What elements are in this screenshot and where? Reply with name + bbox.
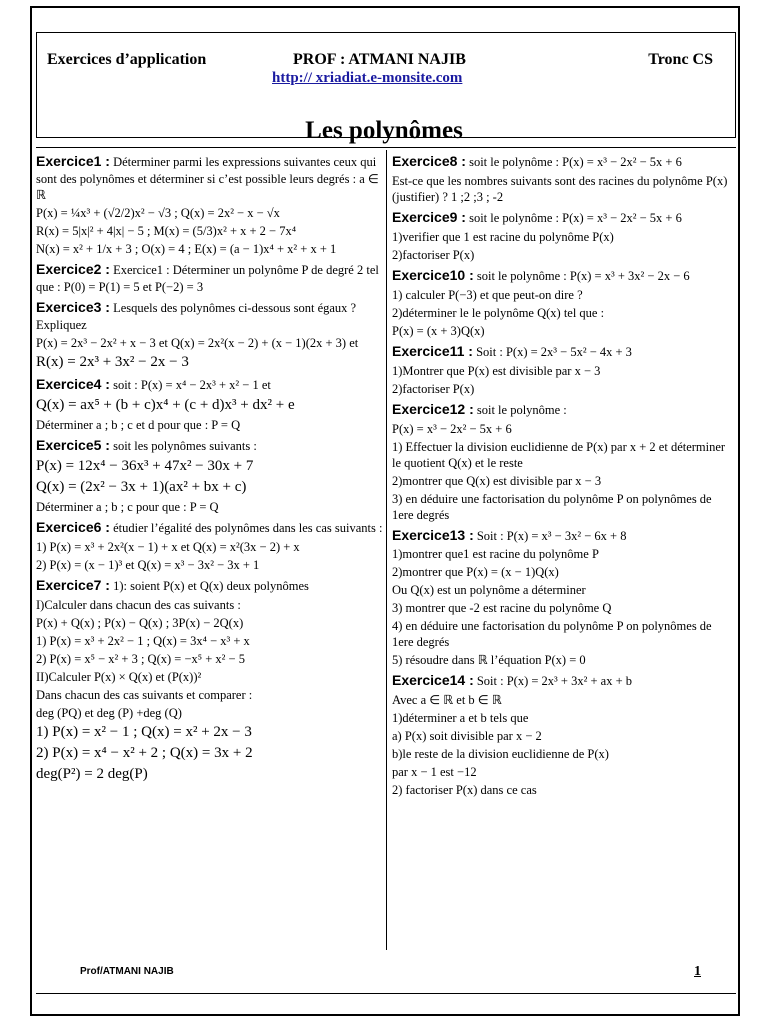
exercise-title: Exercice4 :	[36, 375, 110, 392]
equation: P(x) = x³ − 2x² − 5x + 6	[392, 421, 512, 436]
exercise-text: Exercice1 : Déterminer un polynôme P de degré 2 tel que : P(0) = P(1) = 5 et P(−2) = 3	[36, 262, 379, 294]
exercise-12	[392, 401, 736, 523]
equation: deg(P²) = 2 deg(P)	[36, 766, 148, 783]
exercise-6	[36, 519, 384, 573]
exercise-line: 1) calculer P(−3) et que peut-on dire ?	[392, 287, 583, 302]
equation: 1) P(x) = x² − 1 ; Q(x) = x² + 2x − 3	[36, 724, 252, 741]
equation: 1) P(x) = x³ + 2x²(x − 1) + x et Q(x) = x²(3x − 2) + x	[36, 540, 300, 555]
exercise-title: Exercice1 :	[36, 153, 110, 169]
exercise-text: Soit : P(x) = x³ − 3x² − 6x + 8	[476, 528, 627, 543]
equation: Q(x) = (2x² − 3x + 1)(ax² + bx + c)	[36, 479, 247, 496]
exercise-title: Exercice6 :	[36, 519, 110, 536]
footer-divider	[36, 993, 736, 994]
exercise-11	[392, 343, 736, 397]
exercise-text: soit : P(x) = x⁴ − 2x³ + x² − 1 et	[113, 377, 271, 392]
exercise-line: 2)factoriser P(x)	[392, 381, 475, 396]
exercise-text: soit le polynôme : P(x) = x³ + 3x² − 2x − 6	[476, 268, 690, 283]
equation: 1) P(x) = x³ + 2x² − 1 ; Q(x) = 3x⁴ − x³ + x	[36, 634, 250, 649]
exercise-text: 1): soient P(x) et Q(x) deux polynômes	[113, 579, 309, 594]
exercise-line: 5) résoudre dans ℝ l’équation P(x) = 0	[392, 653, 586, 668]
left-column	[36, 153, 384, 789]
exercise-line: 1)Montrer que P(x) est divisible par x − 3	[392, 363, 601, 378]
exercise-4	[36, 376, 384, 433]
exercise-text: soit les polynômes suivants :	[113, 439, 257, 453]
exercise-line: b)le reste de la division euclidienne de P(x)	[392, 747, 609, 762]
exercise-line: Est-ce que les nombres suivants sont des racines du polynôme P(x) (justifier) ? 1 ;2 ;3 ; -2	[392, 173, 728, 204]
exercise-line: 1)déterminer a et b tels que	[392, 711, 529, 726]
exercise-line: a) P(x) soit divisible par x − 2	[392, 729, 542, 744]
exercise-line: Dans chacun des cas suivants et comparer :	[36, 688, 253, 703]
exercise-line: Ou Q(x) est un polynôme a déterminer	[392, 583, 586, 598]
page-number: 1	[694, 964, 701, 979]
exercise-line: par x − 1 est −12	[392, 765, 477, 780]
title-divider	[36, 147, 736, 148]
equation: 2) P(x) = x⁵ − x² + 3 ; Q(x) = −x⁵ + x² − 5	[36, 652, 245, 667]
right-column	[392, 153, 736, 802]
exercise-line: 2) factoriser P(x) dans ce cas	[392, 783, 537, 798]
exercise-2	[36, 261, 384, 295]
exercise-title: Exercice14 :	[392, 672, 474, 689]
equation: R(x) = 5|x|² + 4|x| − 5 ; M(x) = (5/3)x² + x + 2 − 7x⁴	[36, 223, 297, 238]
exercise-13	[392, 527, 736, 669]
equation: II)Calculer P(x) × Q(x) et (P(x))²	[36, 670, 202, 685]
exercise-line: deg (PQ) et deg (P) +deg (Q)	[36, 706, 182, 721]
exercise-line: 2)montrer que Q(x) est divisible par x − 3	[392, 473, 602, 488]
exercise-text: Déterminer parmi les expressions suivantes ceux qui sont des polynômes et déterminer si c’est possible leurs degrés : a ∈ ℝ	[36, 155, 379, 202]
header-teacher: PROF : ATMANI NAJIB	[293, 51, 466, 68]
exercise-line: 2)montrer que P(x) = (x − 1)Q(x)	[392, 565, 559, 580]
exercise-title: Exercice2 :	[36, 260, 110, 277]
exercise-text: soit le polynôme : P(x) = x³ − 2x² − 5x + 6	[469, 155, 682, 169]
exercise-title: Exercice13 :	[392, 526, 474, 543]
exercise-text: soit le polynôme : P(x) = x³ − 2x² − 5x + 6	[469, 210, 682, 225]
exercise-title: Exercice7 :	[36, 577, 110, 594]
header-level: Tronc CS	[648, 51, 713, 68]
equation: Q(x) = ax⁵ + (b + c)x⁴ + (c + d)x³ + dx² + e	[36, 396, 295, 413]
footer-author: Prof/ATMANI NAJIB	[80, 966, 174, 977]
page-title: Les polynômes	[305, 117, 463, 144]
exercise-line: 2)déterminer le le polynôme Q(x) tel que :	[392, 305, 605, 320]
exercise-line: 1)montrer que1 est racine du polynôme P	[392, 547, 599, 562]
exercise-10	[392, 267, 736, 339]
exercise-line: I)Calculer dans chacun des cas suivants :	[36, 598, 241, 613]
exercise-line: Avec a ∈ ℝ et b ∈ ℝ	[392, 693, 502, 708]
equation: 2) P(x) = (x − 1)³ et Q(x) = x³ − 3x² − 3x + 1	[36, 558, 260, 573]
header-course: Exercices d’application	[47, 51, 207, 68]
equation: Déterminer a ; b ; c et d pour que : P = Q	[36, 418, 241, 432]
exercise-text: étudier l’égalité des polynômes dans les cas suivants :	[113, 521, 383, 536]
exercise-title: Exercice9 :	[392, 208, 466, 225]
exercise-text: Lesquels des polynômes ci-dessous sont égaux ? Expliquez	[36, 300, 357, 332]
equation: P(x) = (x + 3)Q(x)	[392, 323, 485, 338]
equation: R(x) = 2x³ + 3x² − 2x − 3	[36, 353, 189, 370]
exercise-14	[392, 672, 736, 798]
exercise-title: Exercice12 :	[392, 400, 474, 417]
exercise-text: soit le polynôme :	[476, 402, 567, 417]
exercise-text: Soit : P(x) = 2x³ + 3x² + ax + b	[476, 674, 632, 689]
equation: P(x) + Q(x) ; P(x) − Q(x) ; 3P(x) − 2Q(x)	[36, 616, 244, 631]
equation: 2) P(x) = x⁴ − x² + 2 ; Q(x) = 3x + 2	[36, 745, 253, 762]
exercise-title: Exercice10 :	[392, 266, 474, 283]
equation: P(x) = 12x⁴ − 36x³ + 47x² − 30x + 7	[36, 457, 254, 474]
exercise-line: 4) en déduire une factorisation du polynôme P on polynômes de 1ere degrés	[392, 619, 712, 650]
equation: P(x) = ¼x³ + (√2/2)x² − √3 ; Q(x) = 2x² − x − √x	[36, 205, 280, 220]
header-url-link[interactable]: http:// xriadiat.e-monsite.com	[272, 70, 463, 86]
exercise-9	[392, 209, 736, 263]
exercise-title: Exercice11 :	[392, 342, 473, 359]
exercise-5	[36, 437, 384, 515]
exercise-line: 3) en déduire une factorisation du polynôme P on polynômes de 1ere degrés	[392, 491, 712, 522]
exercise-3	[36, 299, 384, 372]
exercise-title: Exercice3 :	[36, 298, 110, 315]
exercise-1	[36, 153, 384, 257]
exercise-7	[36, 577, 384, 784]
exercise-line: 2)factoriser P(x)	[392, 247, 475, 262]
exercise-title: Exercice8 :	[392, 153, 466, 169]
exercise-text: Soit : P(x) = 2x³ − 5x² − 4x + 3	[476, 344, 632, 359]
equation: N(x) = x² + 1/x + 3 ; O(x) = 4 ; E(x) = (a − 1)x⁴ + x² + x + 1	[36, 241, 337, 256]
exercise-line: 1) Effectuer la division euclidienne de P(x) par x + 2 et déterminer le quotient Q(x) et le reste	[392, 439, 726, 470]
exercise-line: 1)verifier que 1 est racine du polynôme P(x)	[392, 229, 614, 244]
column-divider	[386, 150, 387, 950]
equation: P(x) = 2x³ − 2x² + x − 3 et Q(x) = 2x²(x − 2) + (x − 1)(2x + 3) et	[36, 335, 359, 350]
exercise-8	[392, 153, 736, 205]
equation: Déterminer a ; b ; c pour que : P = Q	[36, 500, 219, 515]
exercise-title: Exercice5 :	[36, 437, 110, 453]
exercise-line: 3) montrer que -2 est racine du polynôme Q	[392, 601, 612, 616]
